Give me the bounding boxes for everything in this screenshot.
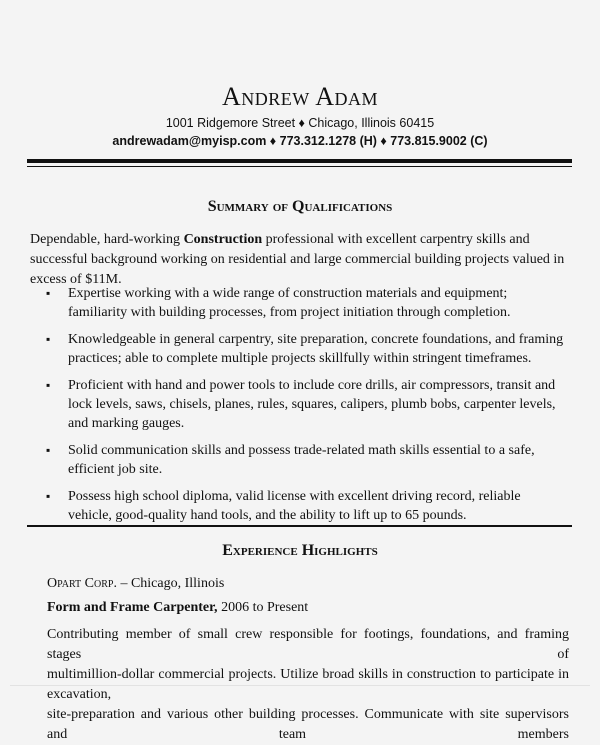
qualifications-list	[46, 284, 566, 533]
qualification-item	[46, 487, 566, 525]
experience-line: Contributing member of small crew responsible for footings, foundations, and framing stages of	[47, 627, 569, 662]
qualification-text: Proficient with hand and power tools to include core drills, air compressors, transit and lock levels, saws, chisels, planes, rules, squares, calipers, plumb bobs, carpenter levels, and marking gauges.	[68, 378, 556, 431]
qualification-item	[46, 441, 566, 479]
summary-paragraph	[30, 230, 570, 290]
qualification-text: Knowledgeable in general carpentry, site preparation, concrete foundations, and framing practices; able to complete multiple projects skillfully within stringent timeframes.	[68, 332, 564, 366]
page-edge-line	[10, 685, 590, 686]
bullet-icon: ▪	[46, 443, 51, 457]
bullet-icon: ▪	[46, 286, 51, 300]
job-title: Form and Frame Carpenter,	[47, 600, 218, 615]
section-divider	[27, 525, 572, 527]
bullet-icon: ▪	[46, 378, 51, 392]
summary-intro-after: professional with excellent carpentry skills and successful background working on residential and large commercial building projects valued in excess of $11M.	[30, 232, 565, 287]
header-divider-thick	[27, 159, 572, 163]
qualification-text: Expertise working with a wide range of construction materials and equipment; familiarity with building processes, from project initiation through completion.	[68, 286, 511, 320]
contact-line: andrewadam@myisp.com ♦ 773.312.1278 (H) ♦ 773.815.9002 (C)	[112, 134, 488, 148]
qualification-item	[46, 330, 566, 368]
employer-name: Opart Corp.	[47, 576, 117, 591]
experience-line: multimillion-dollar commercial projects. Utilize broad skills in construction to participate in excavation,	[47, 667, 569, 702]
qualification-text: Solid communication skills and possess trade-related math skills essential to a safe, efficient job site.	[68, 443, 535, 477]
bullet-icon: ▪	[46, 489, 51, 503]
candidate-name: Andrew Adam	[221, 82, 379, 111]
employer-line	[47, 576, 224, 592]
bullet-icon: ▪	[46, 332, 51, 346]
qualification-item	[46, 284, 566, 322]
summary-intro-bold: Construction	[183, 232, 263, 247]
experience-heading: Experience Highlights	[222, 542, 378, 559]
job-title-line	[47, 600, 308, 616]
summary-intro-before: Dependable, hard-working	[30, 232, 184, 247]
header-divider-thin	[27, 166, 572, 167]
summary-heading: Summary of Qualifications	[207, 198, 393, 215]
qualification-text: Possess high school diploma, valid license with excellent driving record, reliable vehicle, good-quality hand tools, and the ability to lift up to 65 pounds.	[68, 489, 521, 523]
job-period: 2006 to Present	[217, 600, 309, 615]
employer-location: – Chicago, Illinois	[116, 576, 225, 591]
experience-line: site-preparation and various other building processes. Communicate with site supervisors and team members	[47, 707, 569, 742]
address-line: 1001 Ridgemore Street ♦ Chicago, Illinois 60415	[165, 116, 435, 130]
qualification-item	[46, 376, 566, 433]
